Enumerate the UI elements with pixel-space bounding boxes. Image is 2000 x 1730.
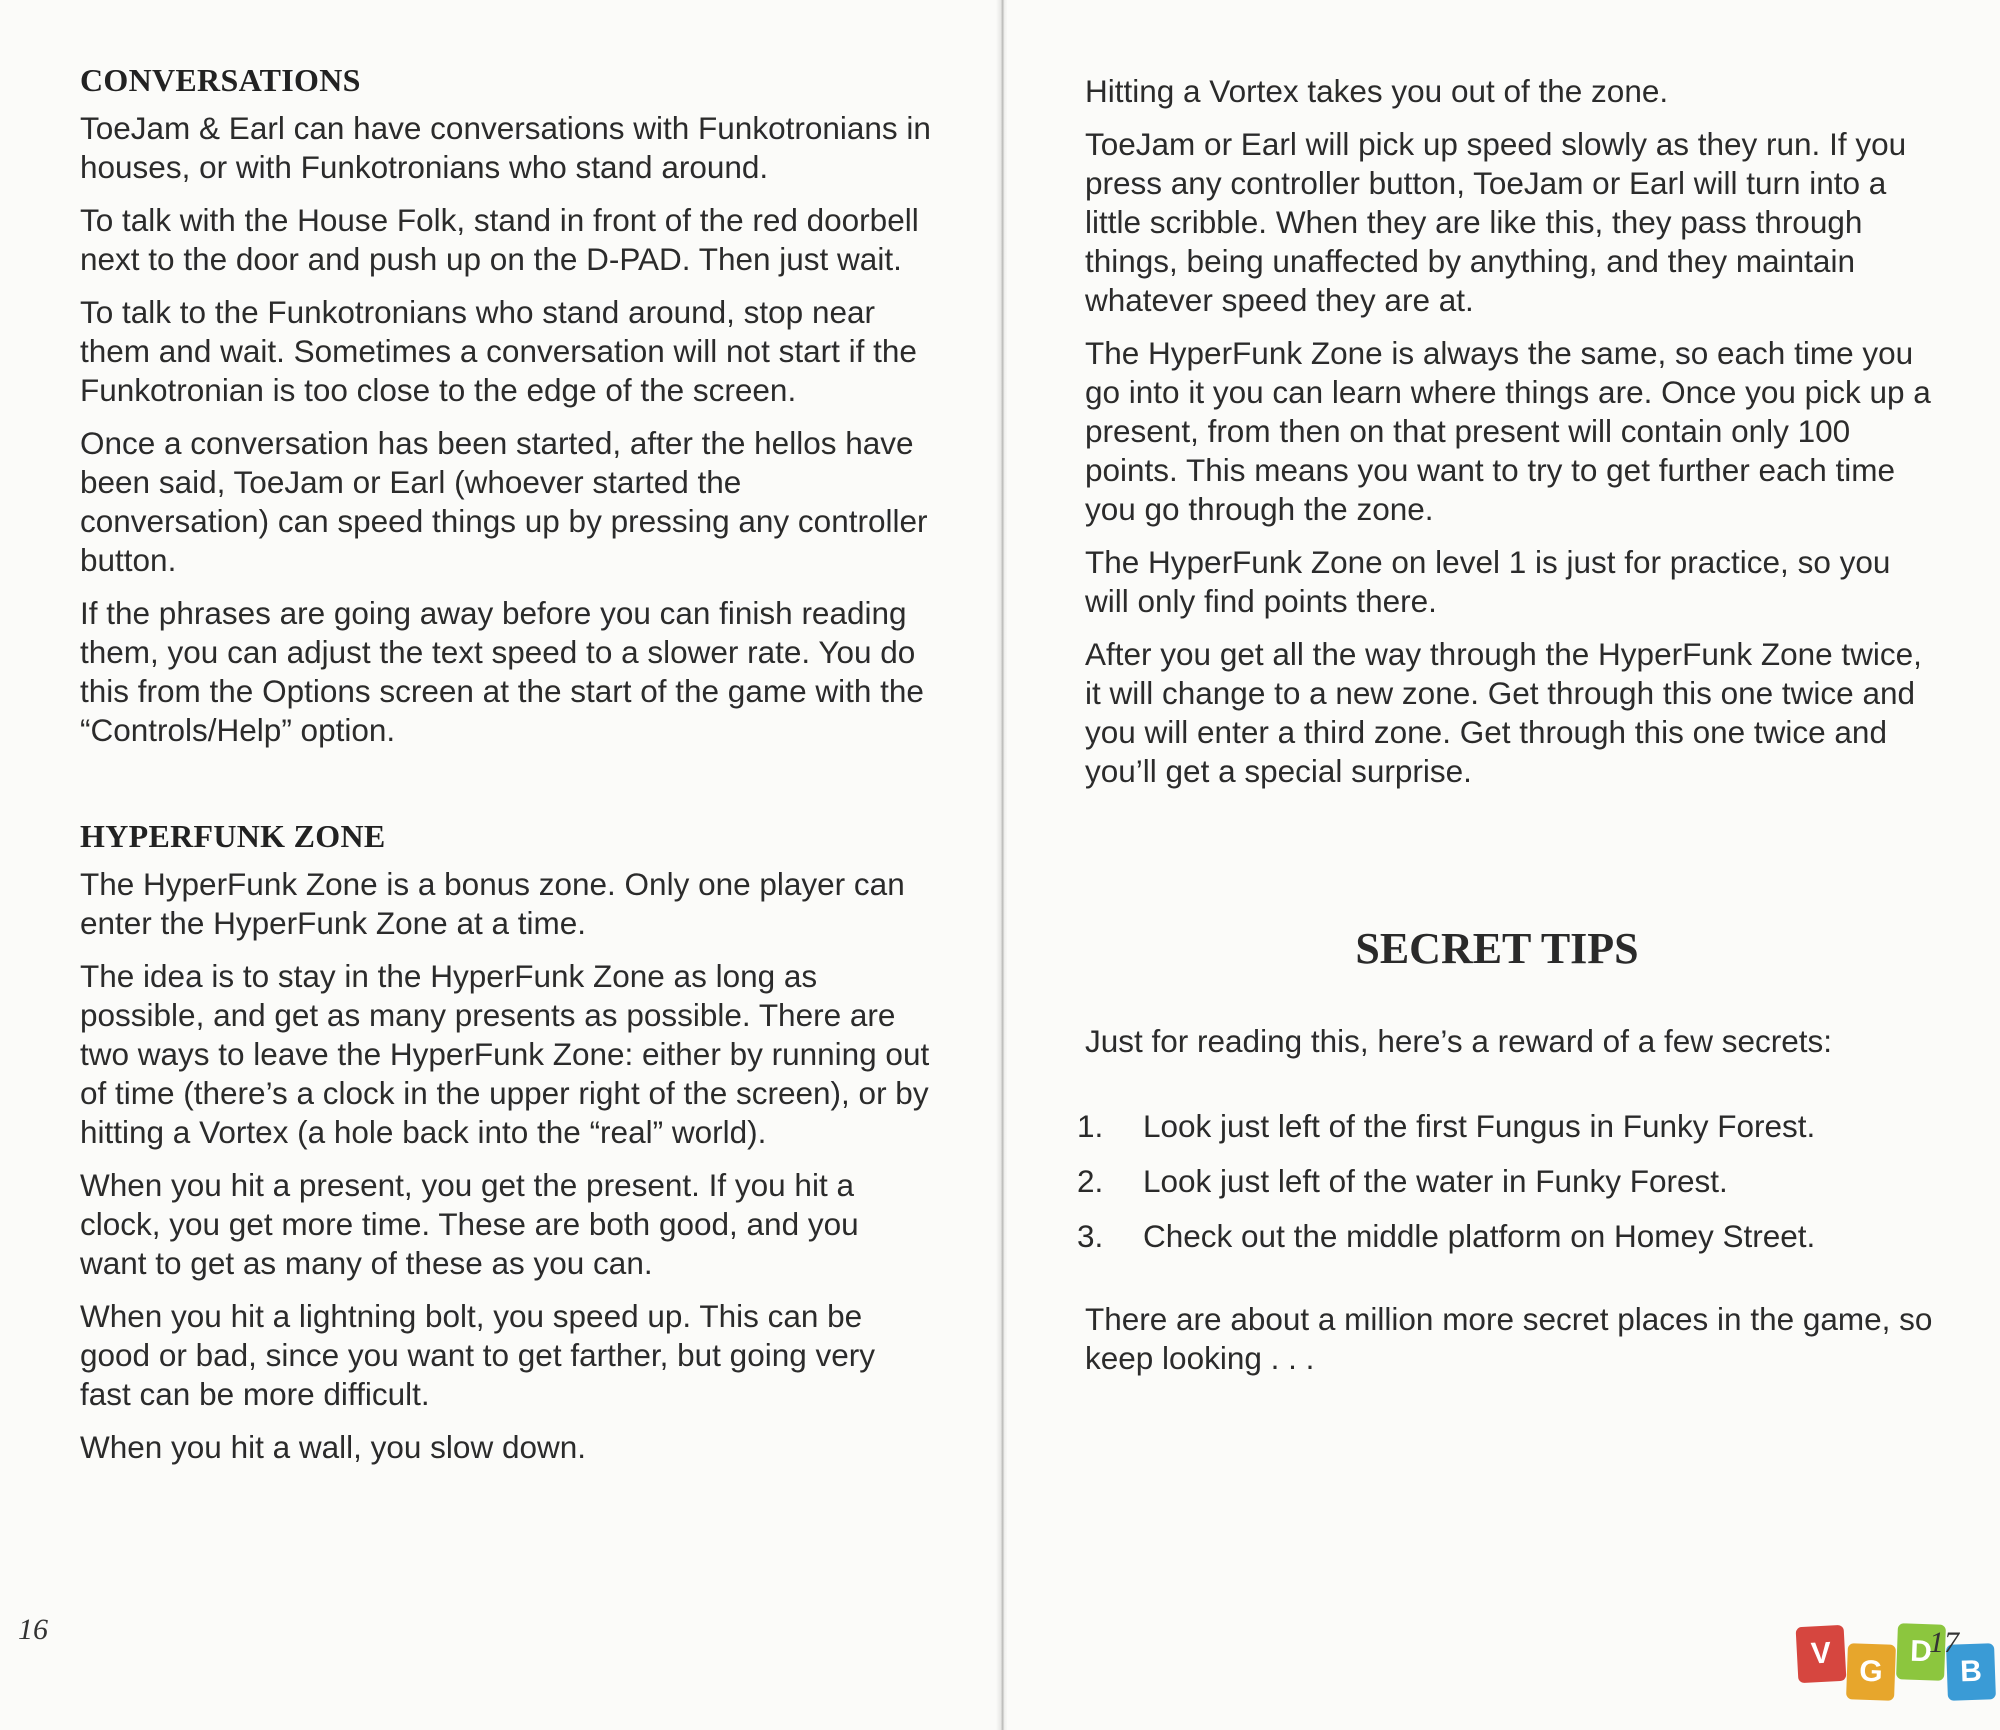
secret-tips-intro: Just for reading this, here’s a reward of a few secrets:: [1085, 1023, 1833, 1059]
logo-tile: D: [1896, 1623, 1946, 1681]
secret-tips-heading: SECRET TIPS: [1355, 924, 1639, 973]
hyperfunk-continued-paragraph: The HyperFunk Zone is always the same, so each time you go into it you can learn where things are. Once you pick up a present, from then on that present will contain only 100 points. This means you want to try to get further each time you go through the zone.: [1085, 335, 1931, 527]
hyperfunk-heading: HYPERFUNK ZONE: [80, 818, 386, 854]
right-column: [1077, 72, 1937, 1392]
hyperfunk-paragraph: The HyperFunk Zone is a bonus zone. Only one player can enter the HyperFunk Zone at a time.: [80, 866, 905, 941]
conversations-paragraph: Once a conversation has been started, after the hellos have been said, ToeJam or Earl (whoever started the conversation) can speed things up by pressing any controller button.: [80, 425, 928, 578]
conversations-heading: CONVERSATIONS: [80, 62, 361, 98]
logo-tile: V: [1796, 1625, 1847, 1683]
hyperfunk-continued-paragraph: After you get all the way through the HyperFunk Zone twice, it will change to a new zone. Get through this one twice and you will enter a third zone. Get through this one twice and you’ll get a special surprise.: [1085, 636, 1922, 789]
conversations-paragraph: ToeJam & Earl can have conversations with Funkotronians in houses, or with Funkotronians who stand around.: [80, 110, 931, 185]
list-item-text: Look just left of the water in Funky Forest.: [1143, 1163, 1728, 1199]
logo-tile: G: [1846, 1643, 1896, 1701]
conversations-paragraph: To talk to the Funkotronians who stand around, stop near them and wait. Sometimes a conversation will not start if the Funkotronian is too close to the edge of the screen.: [80, 294, 917, 408]
conversations-paragraph: If the phrases are going away before you can finish reading them, you can adjust the text speed to a slower rate. You do this from the Options screen at the start of the game with the “Controls/Help” option.: [80, 595, 924, 748]
hyperfunk-continued-paragraph: The HyperFunk Zone on level 1 is just for practice, so you will only find points there.: [1085, 544, 1891, 619]
list-item-text: Look just left of the first Fungus in Funky Forest.: [1143, 1108, 1816, 1144]
list-item-number: 2.: [1077, 1163, 1104, 1199]
hyperfunk-continued-paragraph: ToeJam or Earl will pick up speed slowly as they run. If you press any controller button, ToeJam or Earl will turn into a little scribble. When they are like this, they pass through things, being unaffected by anything, and they maintain whatever speed they are at.: [1085, 126, 1907, 318]
left-column: [72, 62, 932, 1481]
list-item-number: 1.: [1077, 1108, 1104, 1144]
hyperfunk-paragraph: When you hit a lightning bolt, you speed up. This can be good or bad, since you want to get farther, but going very fast can be more difficult.: [80, 1298, 876, 1412]
list-item: [1077, 1107, 1937, 1146]
secret-tips-closing: There are about a million more secret places in the game, so keep looking . . .: [1085, 1301, 1933, 1376]
page-number-left: 16: [18, 1613, 48, 1646]
list-item-number: 3.: [1077, 1218, 1104, 1254]
secret-tips-list: [1077, 1107, 1937, 1256]
right-page: [1007, 0, 2000, 1730]
list-item: [1077, 1217, 1937, 1256]
vgdb-watermark-logo: [1797, 1632, 1997, 1688]
page-number-right: 17: [1929, 1626, 1959, 1659]
list-item-text: Check out the middle platform on Homey Street.: [1143, 1218, 1816, 1254]
hyperfunk-paragraph: When you hit a present, you get the present. If you hit a clock, you get more time. These are both good, and you want to get as many of these as you can.: [80, 1167, 859, 1281]
hyperfunk-paragraph: When you hit a wall, you slow down.: [80, 1429, 586, 1465]
conversations-paragraph: To talk with the House Folk, stand in front of the red doorbell next to the door and push up on the D-PAD. Then just wait.: [80, 202, 919, 277]
hyperfunk-continued-paragraph: Hitting a Vortex takes you out of the zone.: [1085, 73, 1669, 109]
logo-tile: B: [1946, 1643, 1996, 1701]
hyperfunk-paragraph: The idea is to stay in the HyperFunk Zone as long as possible, and get as many presents as possible. There are two ways to leave the HyperFunk Zone: either by running out of time (there’s a clock in the upper right of the screen), or by hitting a Vortex (a hole back into the “real” world).: [80, 958, 930, 1150]
list-item: [1077, 1162, 1937, 1201]
